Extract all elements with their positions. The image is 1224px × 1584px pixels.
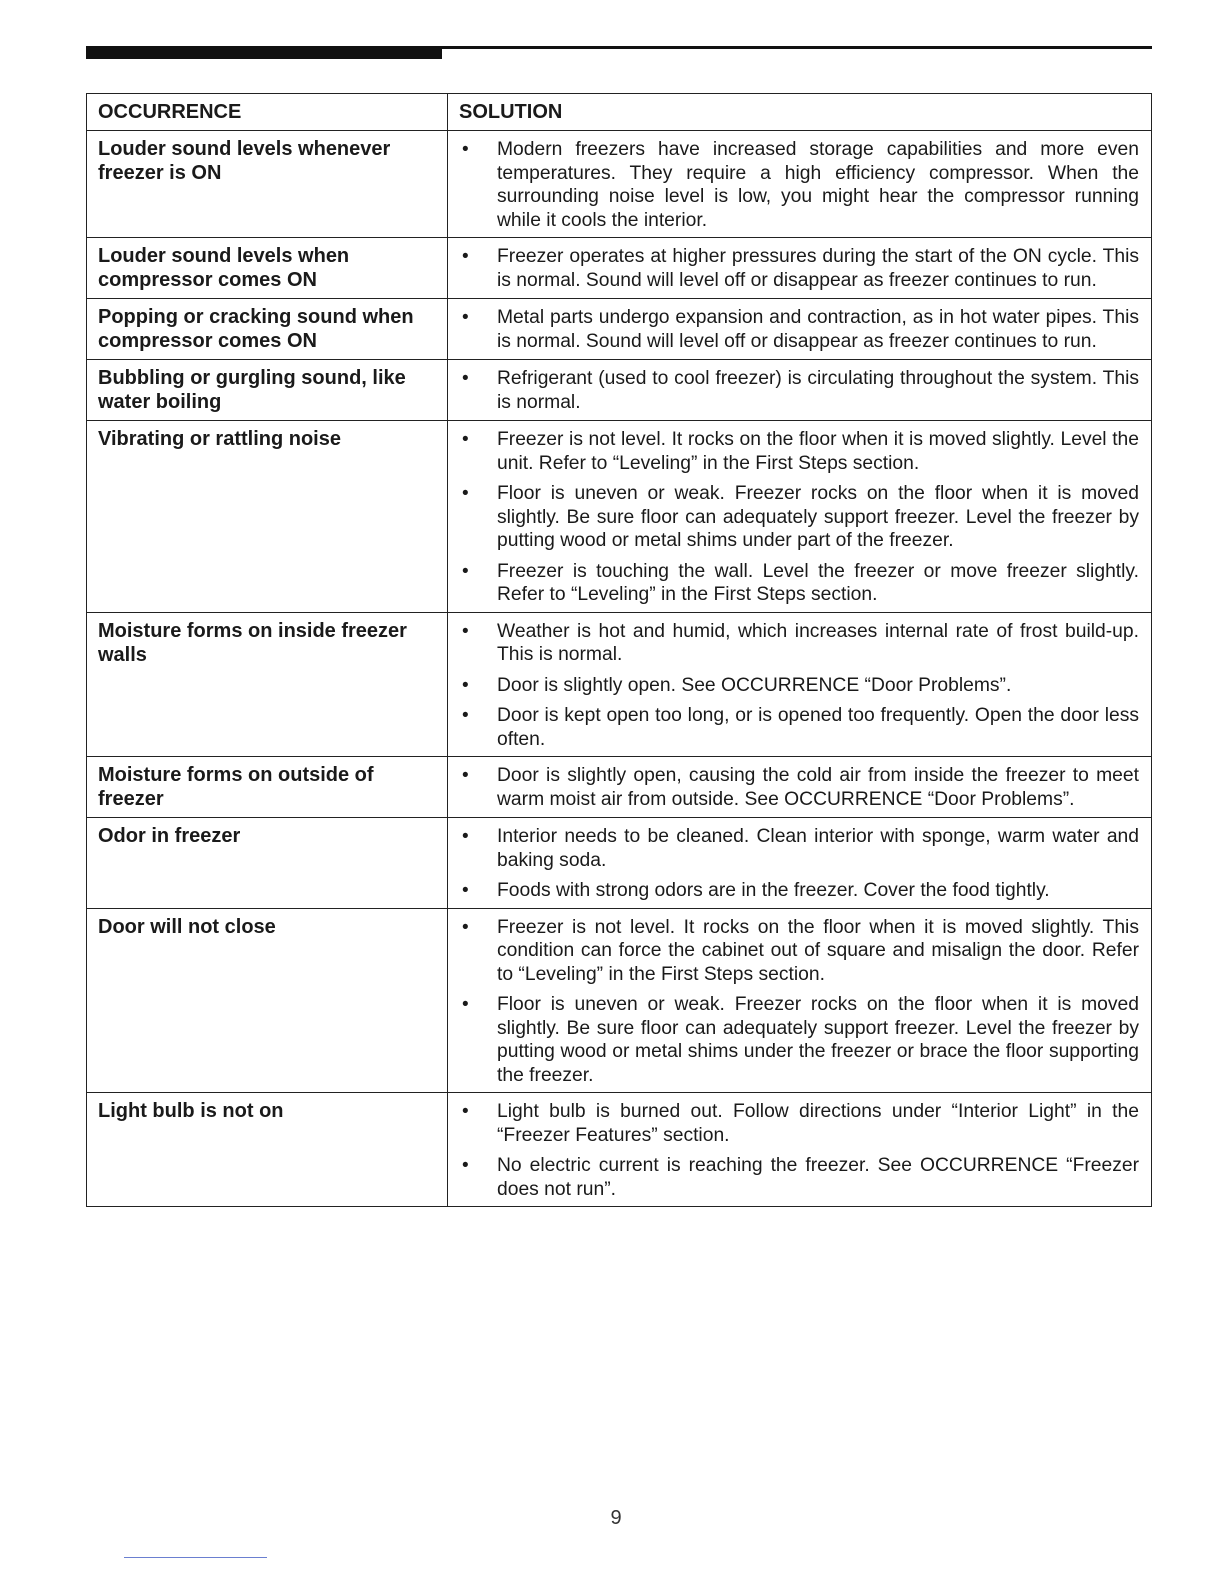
solution-item — [459, 620, 1139, 667]
solution-item — [459, 245, 1139, 292]
solution-text: No electric current is reaching the freezer. See OCCURRENCE “Freezer does not run”. — [497, 1155, 1139, 1200]
bullet-icon: • — [462, 705, 469, 726]
table-row — [87, 360, 1152, 421]
solution-text: Freezer is touching the wall. Level the freezer or move freezer slightly. Refer to “Leveling” in the First Steps section. — [497, 560, 1139, 605]
solution-list — [459, 916, 1139, 1088]
solution-item — [459, 367, 1139, 414]
bullet-icon: • — [462, 307, 469, 328]
occurrence-cell: Vibrating or rattling noise — [87, 421, 448, 613]
table-row — [87, 131, 1152, 238]
solution-text: Metal parts undergo expansion and contraction, as in hot water pipes. This is normal. Sound will level off or disappear as freezer continues to run. — [497, 307, 1139, 352]
table-header-row — [87, 94, 1152, 131]
solution-item — [459, 1100, 1139, 1147]
occurrence-cell: Popping or cracking sound when compressor comes ON — [87, 299, 448, 360]
solution-text: Refrigerant (used to cool freezer) is circulating throughout the system. This is normal. — [497, 368, 1139, 413]
occurrence-cell: Door will not close — [87, 908, 448, 1093]
bullet-icon: • — [462, 368, 469, 389]
table-row — [87, 612, 1152, 757]
solution-cell — [448, 299, 1152, 360]
solution-list — [459, 245, 1139, 292]
solution-cell — [448, 1093, 1152, 1207]
occurrence-cell: Moisture forms on inside freezer walls — [87, 612, 448, 757]
solution-list — [459, 764, 1139, 811]
occurrence-cell: Louder sound levels when compressor comes ON — [87, 238, 448, 299]
solution-item — [459, 825, 1139, 872]
solution-item — [459, 993, 1139, 1087]
bullet-icon: • — [462, 620, 469, 642]
bullet-icon: • — [462, 1101, 469, 1122]
solution-cell — [448, 757, 1152, 818]
solution-text: Foods with strong odors are in the freezer. Cover the food tightly. — [497, 880, 1050, 901]
solution-list — [459, 620, 1139, 752]
table-row — [87, 757, 1152, 818]
solution-item — [459, 482, 1139, 553]
footer-line — [124, 1557, 267, 1558]
bullet-icon: • — [462, 765, 469, 786]
header-rule-thin — [86, 46, 1152, 49]
solution-list — [459, 1100, 1139, 1201]
solution-list — [459, 428, 1139, 607]
bullet-icon: • — [462, 560, 469, 582]
solution-text: Weather is hot and humid, which increases internal rate of frost build-up. This is normal. — [497, 620, 1139, 665]
solution-cell — [448, 818, 1152, 909]
solution-item — [459, 428, 1139, 475]
troubleshooting-table — [86, 93, 1152, 1207]
solution-item — [459, 704, 1139, 751]
occurrence-cell: Odor in freezer — [87, 818, 448, 909]
solution-item — [459, 1154, 1139, 1201]
solution-text: Floor is uneven or weak. Freezer rocks on the floor when it is moved slightly. Be sure floor can adequately support freezer. Level the freezer by putting wood or metal shims under part of the freezer. — [497, 483, 1139, 551]
bullet-icon: • — [462, 826, 469, 847]
solution-text: Door is kept open too long, or is opened too frequently. Open the door less often. — [497, 705, 1139, 750]
occurrence-cell: Louder sound levels whenever freezer is ON — [87, 131, 448, 238]
solution-text: Door is slightly open. See OCCURRENCE “Door Problems”. — [497, 674, 1012, 696]
table-row — [87, 1093, 1152, 1207]
bullet-icon: • — [462, 483, 469, 504]
solution-text: Light bulb is burned out. Follow directions under “Interior Light” in the “Freezer Features” section. — [497, 1101, 1139, 1146]
solution-item — [459, 306, 1139, 353]
solution-list — [459, 306, 1139, 353]
solution-cell — [448, 612, 1152, 757]
solution-item — [459, 764, 1139, 811]
occurrence-cell: Moisture forms on outside of freezer — [87, 757, 448, 818]
solution-text: Interior needs to be cleaned. Clean interior with sponge, warm water and baking soda. — [497, 826, 1139, 871]
solution-list — [459, 367, 1139, 414]
solution-cell — [448, 131, 1152, 238]
solution-item — [459, 560, 1139, 607]
solution-list — [459, 138, 1139, 232]
occurrence-column-header: OCCURRENCE — [87, 94, 448, 131]
bullet-icon: • — [462, 916, 469, 938]
solution-cell — [448, 360, 1152, 421]
solution-cell — [448, 421, 1152, 613]
bullet-icon: • — [462, 246, 469, 267]
solution-text: Modern freezers have increased storage capabilities and more even temperatures. They require a high efficiency compressor. When the surrounding noise level is low, you might hear the compressor running while it cools the interior. — [497, 139, 1139, 231]
occurrence-cell: Light bulb is not on — [87, 1093, 448, 1207]
solution-text: Door is slightly open, causing the cold air from inside the freezer to meet warm moist air from outside. See OCCURRENCE “Door Problems”. — [497, 765, 1139, 810]
solution-cell — [448, 908, 1152, 1093]
solution-text: Freezer is not level. It rocks on the floor when it is moved slightly. Level the unit. Refer to “Leveling” in the First Steps section. — [497, 429, 1139, 474]
table-row — [87, 299, 1152, 360]
solution-text: Freezer operates at higher pressures during the start of the ON cycle. This is normal. Sound will level off or disappear as freezer continues to run. — [497, 246, 1139, 291]
bullet-icon: • — [462, 994, 469, 1015]
bullet-icon: • — [462, 1155, 469, 1176]
bullet-icon: • — [462, 139, 469, 160]
table-row — [87, 421, 1152, 613]
solution-column-header: SOLUTION — [448, 94, 1152, 131]
occurrence-cell: Bubbling or gurgling sound, like water boiling — [87, 360, 448, 421]
bullet-icon: • — [462, 429, 469, 450]
solution-item — [459, 879, 1139, 903]
solution-item — [459, 674, 1139, 698]
solution-item — [459, 138, 1139, 232]
solution-cell — [448, 238, 1152, 299]
table-row — [87, 238, 1152, 299]
table-row — [87, 818, 1152, 909]
page-number: 9 — [610, 1507, 622, 1529]
solution-list — [459, 825, 1139, 903]
bullet-icon: • — [462, 880, 469, 901]
table-row — [87, 908, 1152, 1093]
solution-text: Floor is uneven or weak. Freezer rocks on the floor when it is moved slightly. Be sure floor can adequately support freezer. Level the freezer by putting wood or metal shims under the freezer or brace the floor supporting the freezer. — [497, 994, 1139, 1086]
table-body — [87, 131, 1152, 1207]
solution-text: Freezer is not level. It rocks on the floor when it is moved slightly. This condition can force the cabinet out of square and misalign the door. Refer to “Leveling” in the First Steps section. — [497, 916, 1139, 985]
solution-item — [459, 916, 1139, 987]
bullet-icon: • — [462, 674, 469, 696]
